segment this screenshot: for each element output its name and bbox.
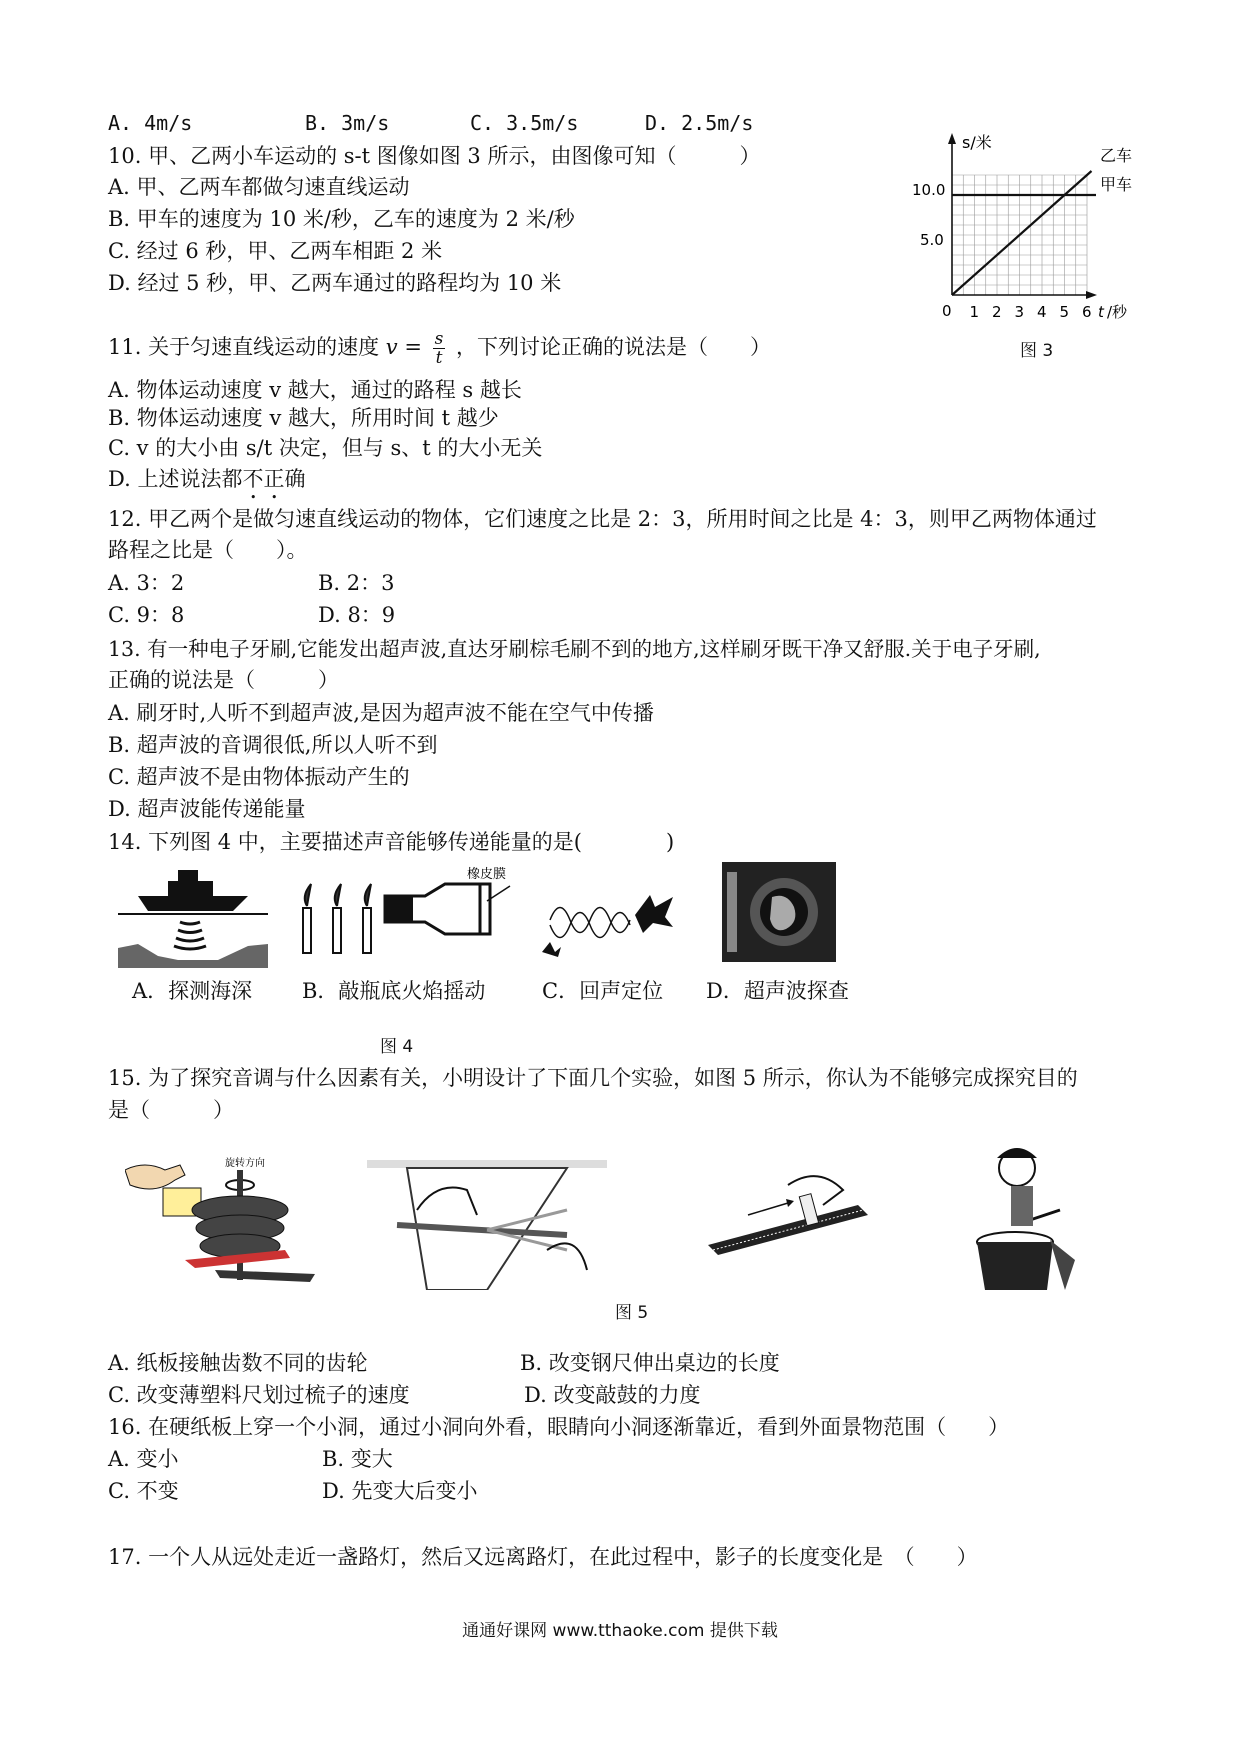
fig3-xtick: 4 — [1037, 303, 1047, 321]
q11-option-a: A. 物体运动速度 v 越大，通过的路程 s 越长 — [108, 378, 522, 402]
q11-fraction — [433, 330, 446, 367]
fig3-xtick: 1 — [969, 303, 980, 321]
fig3-xlabel-t: t — [1098, 303, 1104, 321]
fig3-series-yi — [952, 171, 1092, 295]
q11-option-c: C. v 的大小由 s/t 决定，但与 s、t 的大小无关 — [108, 436, 543, 460]
q13-option-a: A. 刷牙时,人听不到超声波,是因为超声波不能在空气中传播 — [108, 701, 654, 725]
q11-option-d-pre: D. 上述说法都 — [108, 467, 243, 491]
fig3-chart — [912, 130, 1152, 330]
q11-denominator: t — [435, 348, 443, 368]
fig4-ultrasound-image — [722, 862, 836, 962]
fig3-xtick: 6 — [1082, 303, 1092, 321]
fig3-ytick-10: 10.0 — [912, 181, 946, 199]
fig3-xtick: 3 — [1014, 303, 1025, 321]
q10-option-c: C. 经过 6 秒，甲、乙两车相距 2 米 — [108, 239, 443, 263]
fig5-drum-image — [975, 1140, 1085, 1300]
fig4-rubber-label: 橡皮膜 — [467, 867, 507, 882]
q13-option-c: C. 超声波不是由物体振动产生的 — [108, 765, 410, 789]
q12-option-c: C. 9：8 — [108, 603, 185, 627]
q11-option-b: B. 物体运动速度 v 越大，所用时间 t 越少 — [108, 406, 499, 430]
q15-option-a: A. 纸板接触齿数不同的齿轮 — [108, 1351, 368, 1375]
q9-option-d: D. 2.5m/s — [645, 111, 754, 135]
q12-option-b: B. 2：3 — [318, 571, 395, 595]
fig5-comb-image — [708, 1165, 878, 1265]
q14-option-d: D．超声波探查 — [706, 979, 849, 1003]
q11-option-d-emphasis: 不正 — [242, 467, 285, 491]
fig3-x-arrow — [1086, 291, 1097, 299]
fig3-xtick: 5 — [1059, 303, 1070, 321]
q10-option-b: B. 甲车的速度为 10 米/秒，乙车的速度为 2 米/秒 — [108, 207, 575, 231]
fig4-caption: 图 4 — [380, 1037, 414, 1057]
q15-option-b: B. 改变钢尺伸出桌边的长度 — [520, 1351, 780, 1375]
fig5-gear-image — [125, 1150, 315, 1290]
q12-stem-line2: 路程之比是（ ）。 — [108, 538, 308, 562]
page-footer: 通通好课网 www.tthaoke.com 提供下载 — [462, 1621, 778, 1641]
fig3-caption: 图 3 — [1020, 341, 1054, 361]
q16-stem: 16. 在硬纸板上穿一个小洞，通过小洞向外看，眼睛向小洞逐渐靠近，看到外面景物范围（ ） — [108, 1415, 1010, 1439]
q12-stem-line1: 12. 甲乙两个是做匀速直线运动的物体，它们速度之比是 2：3，所用时间之比是 4：3，则甲乙两物体通过 — [108, 507, 1097, 531]
q16-option-c: C. 不变 — [108, 1479, 179, 1503]
q15-option-d: D. 改变敲鼓的力度 — [524, 1383, 701, 1407]
q17-stem: 17. 一个人从远处走近一盏路灯，然后又远离路灯，在此过程中，影子的长度变化是 （ ） — [108, 1545, 978, 1569]
q11-stem-post: ，下列讨论正确的说法是（ ） — [456, 335, 772, 359]
q11-option-d-post: 确 — [284, 467, 306, 491]
fig3-ytick-5: 5.0 — [920, 231, 944, 249]
q11-stem-pre: 11. 关于匀速直线运动的速度 — [108, 335, 380, 359]
q11-numerator: s — [434, 329, 444, 349]
fig3-label-yi: 乙车 — [1100, 146, 1133, 165]
q16-option-d: D. 先变大后变小 — [322, 1479, 478, 1503]
fig4-bottle-candle-image — [295, 856, 525, 968]
q10-option-d: D. 经过 5 秒，甲、乙两车通过的路程均为 10 米 — [108, 271, 562, 295]
q14-option-c: C．回声定位 — [542, 979, 664, 1003]
fig5-caption: 图 5 — [615, 1303, 649, 1323]
q11-eq: = — [404, 335, 422, 359]
q14-option-b: B．敲瓶底火焰摇动 — [302, 979, 486, 1003]
q16-option-a: A. 变小 — [108, 1447, 179, 1471]
q15-stem-line2: 是（ ） — [108, 1098, 234, 1122]
q15-stem-line1: 15. 为了探究音调与什么因素有关，小明设计了下面几个实验，如图 5 所示，你认为不能够完成探究目的 — [108, 1066, 1078, 1090]
q10-stem: 10. 甲、乙两小车运动的 s-t 图像如图 3 所示，由图像可知（ ） — [108, 144, 761, 168]
q11-v: v — [385, 335, 398, 359]
q13-stem-line2: 正确的说法是（ ） — [108, 668, 339, 692]
q15-option-c: C. 改变薄塑料尺划过梳子的速度 — [108, 1383, 410, 1407]
q13-option-d: D. 超声波能传递能量 — [108, 797, 306, 821]
q11-stem — [108, 327, 771, 367]
fig5-ruler-image — [367, 1150, 607, 1290]
fig4-bat-echo-image — [540, 880, 675, 965]
q14-stem: 14. 下列图 4 中，主要描述声音能够传递能量的是( ) — [108, 830, 675, 854]
fig5-rotation-label: 旋转方向 — [225, 1158, 265, 1169]
q11-option-d — [108, 466, 305, 504]
fig3-ylabel: s/米 — [962, 133, 992, 152]
q12-option-a: A. 3：2 — [108, 571, 185, 595]
fig3-label-jia: 甲车 — [1100, 175, 1133, 194]
q16-option-b: B. 变大 — [322, 1447, 393, 1471]
q9-option-b: B. 3m/s — [305, 111, 390, 135]
fig4-ship-sonar-image — [118, 856, 268, 968]
fig3-origin: 0 — [942, 302, 952, 320]
fig3-xtick: 2 — [992, 303, 1002, 321]
q10-option-a: A. 甲、乙两车都做匀速直线运动 — [108, 175, 410, 199]
q12-option-d: D. 8：9 — [318, 603, 396, 627]
fig3-xlabel-unit: /秒 — [1107, 303, 1128, 321]
q9-option-a: A. 4m/s — [108, 111, 193, 135]
q14-option-a: A．探测海深 — [132, 979, 253, 1003]
q13-stem-line1: 13. 有一种电子牙刷,它能发出超声波,直达牙刷棕毛刷不到的地方,这样刷牙既干净又舒服.关于电子牙刷, — [108, 637, 1041, 661]
q9-option-c: C. 3.5m/s — [470, 111, 579, 135]
fig3-y-arrow — [948, 133, 956, 144]
q13-option-b: B. 超声波的音调很低,所以人听不到 — [108, 733, 438, 757]
